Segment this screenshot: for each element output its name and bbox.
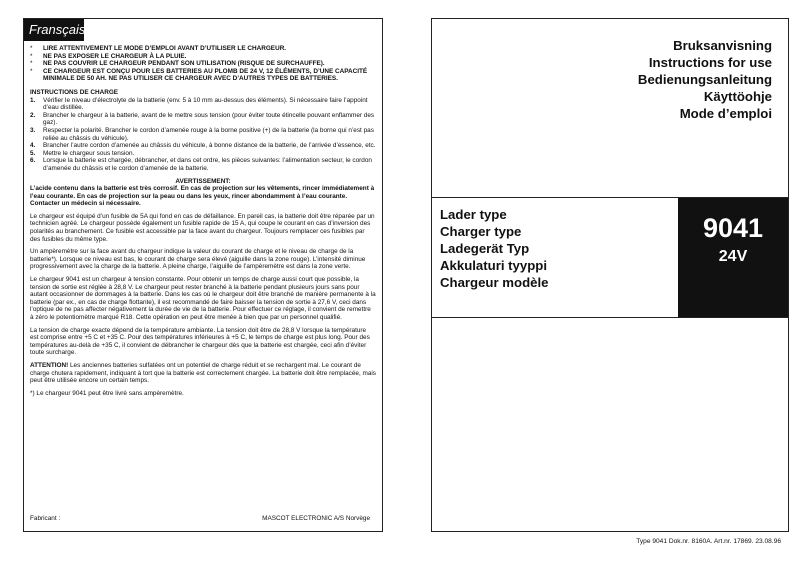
step-text: Mettre le chargeur sous tension. xyxy=(43,149,135,157)
cover-page xyxy=(431,18,789,532)
ammeter-paragraph: Un ampèremètre sur la face avant du chargeur indique la valeur du courant de charge et le niveau de charge de la batterie*). Lorsque ce niveau est bas, le courant de charge sera élevé (aiguille dans la zone rouge). L’intensité diminue progressivement avec la charge de la batterie. A pleine charge, l’aiguille de l’ampèremètre est dans la zone verte. xyxy=(30,248,366,271)
type-label: Ladegerät Typ xyxy=(440,241,530,256)
document-reference: Type 9041 Dok.nr. 8160A. Art.nr. 17869. 23.08.96 xyxy=(636,538,781,545)
manufacturer-name: MASCOT ELECTRONIC A/S Norvège xyxy=(262,515,370,522)
manual-title: Bedienungsanleitung xyxy=(637,72,772,87)
step-item xyxy=(30,97,376,112)
caution-title: AVERTISSEMENT: xyxy=(175,177,231,185)
step-number: 2. xyxy=(30,111,36,119)
step-text: Brancher le chargeur à la batterie, avant de le mettre sous tension (pour éviter toute étincelle pouvant enflammer des gaz). xyxy=(43,111,375,127)
step-number: 6. xyxy=(30,157,36,165)
type-label: Chargeur modèle xyxy=(440,275,549,290)
step-text: Respecter la polarité. Brancher le cordon d’amenée rouge à la borne positive (+) de la batterie (la borne qui n’est pas reliée au châssis du véhicule). xyxy=(43,126,374,142)
type-label: Lader type xyxy=(440,207,507,222)
step-number: 3. xyxy=(30,126,36,134)
model-number: 9041 xyxy=(702,213,764,243)
step-text: Brancher l’autre cordon d’amenée au châssis du véhicule, à bonne distance de la batterie, de l’arrivée d’essence, etc. xyxy=(43,142,376,150)
warning-item: * NE PAS EXPOSER LE CHARGEUR À LA PLUIE. xyxy=(30,53,376,61)
attention-text: Les anciennes batteries sulfatées ont un potentiel de charge réduit et se rechargent mal. Le courant de charge chutera rapidement, indiquant à tort que la batterie est correctement chargée. La batterie doit être remplacée, mais peut être utilisée encore un certain temps. xyxy=(30,361,376,385)
voltage-paragraph: Le chargeur 9041 est un chargeur à tension constante. Pour obtenir un temps de charge aussi court que possible, la tension de sortie est réglée à 28,8 V. Le chargeur peut rester branché à la batterie pendant plusieurs jours sans pour autant occasionner de dommages à la batterie. Dans les cas où le chargeur doit être branché de manière permanente à la batterie (par ex., en cas de charge flottante), il est recommandé de faire baisser la tension de sortie à 27,6 V, ceci dans l’optique de ne pas affecter négativement la durée de vie de la batterie. Pour effectuer ce réglage, il convient de remettre à zéro le potentiomètre marqué R18. Cette opération en peut être menée à bien que par un personnel qualifié. xyxy=(30,276,376,321)
footnote: *) Le chargeur 9041 peut être livré sans ampèremètre. xyxy=(30,389,184,397)
manual-title: Instructions for use xyxy=(648,55,772,70)
step-number: 5. xyxy=(30,149,36,157)
warning-item: * NE PAS COUVRIR LE CHARGEUR PENDANT SON UTILISATION (RISQUE DE SURCHAUFFE). xyxy=(30,60,376,68)
model-voltage: 24V xyxy=(718,248,748,265)
step-number: 4. xyxy=(30,142,36,150)
step-item xyxy=(30,112,376,127)
language-tab: Fransçais xyxy=(24,19,84,41)
step-item xyxy=(30,127,376,142)
manufacturer-line xyxy=(30,515,376,523)
model-band xyxy=(432,197,788,318)
instructions-title: INSTRUCTIONS DE CHARGE xyxy=(30,88,119,96)
attention-paragraph xyxy=(30,362,376,385)
step-item xyxy=(30,157,376,172)
step-item xyxy=(30,142,376,150)
model-box xyxy=(678,198,788,317)
manual-title: Mode d’emploi xyxy=(679,106,772,121)
warnings-list xyxy=(30,45,376,83)
caution-text: L’acide contenu dans la batterie est très corrosif. En cas de projection sur les vêtements, rincer immédiatement à l’eau courante. En cas de projection sur la peau ou dans les yeux, rincer abondamment à l’eau courante. Contacter un médecin si nécessaire. xyxy=(30,185,375,208)
attention-label: ATTENTION! xyxy=(30,361,69,369)
fuse-paragraph: Le chargeur est équipé d’un fusible de 5A qui fond en cas de défaillance. En pareil cas, la batterie doit être réparée par un technicien agréé. Le chargeur possède également un fusible rapide de 15 A, qui coupe le courant en cas d’inversion des polarités au branchement. Ce fusible est accessible par la face avant du chargeur. Toujours remplacer ces fusibles par des fusibles du même type. xyxy=(30,212,375,243)
instruction-steps xyxy=(30,97,376,173)
temperature-paragraph: La tension de charge exacte dépend de la température ambiante. La tension doit être de 28,8 V lorsque la température est comprise entre +5 C et +35 C. Pour des températures inférieures à +5 C, le temps de charge est plus long. Pour des températures au-delà de +35 C, il convient de débrancher le chargeur dès que la batterie est chargée, ceci afin d’éviter toute surcharge. xyxy=(30,326,370,357)
manual-title: Käyttöohje xyxy=(703,89,772,104)
step-number: 1. xyxy=(30,96,36,104)
step-item xyxy=(30,150,376,158)
type-labels xyxy=(440,206,548,291)
step-text: Vérifier le niveau d’électrolyte de la batterie (env. 5 à 10 mm au-dessus des éléments). Si nécessaire faire l’appoint d’eau distillée. xyxy=(43,96,368,112)
step-text: Lorsque la batterie est chargée, débrancher, et dans cet ordre, les pièces suivantes: l’alimentation secteur, le cordon d’amenée du châssis et le cordon d’amenée de la batterie. xyxy=(43,157,372,172)
manual-titles xyxy=(638,37,772,122)
warning-item: * CE CHARGEUR EST CONÇU POUR LES BATTERIES AU PLOMB DE 24 V, 12 ÉLÉMENTS, D’UNE CAPACITÉ MINIMALE DE 50 AH. NE PAS UTILISER CE CHARGEUR AVEC D’AUTRES TYPES DE BATTERIES. xyxy=(30,68,376,83)
fabricant-label: Fabricant : xyxy=(30,515,61,522)
french-instructions-page xyxy=(23,18,383,532)
french-content xyxy=(30,45,376,402)
warning-item: * LIRE ATTENTIVEMENT LE MODE D’EMPLOI AVANT D’UTILISER LE CHARGEUR. xyxy=(30,45,376,53)
manual-title: Bruksanvisning xyxy=(673,38,772,53)
type-label: Charger type xyxy=(440,224,522,239)
type-label: Akkulaturi tyyppi xyxy=(440,258,547,273)
